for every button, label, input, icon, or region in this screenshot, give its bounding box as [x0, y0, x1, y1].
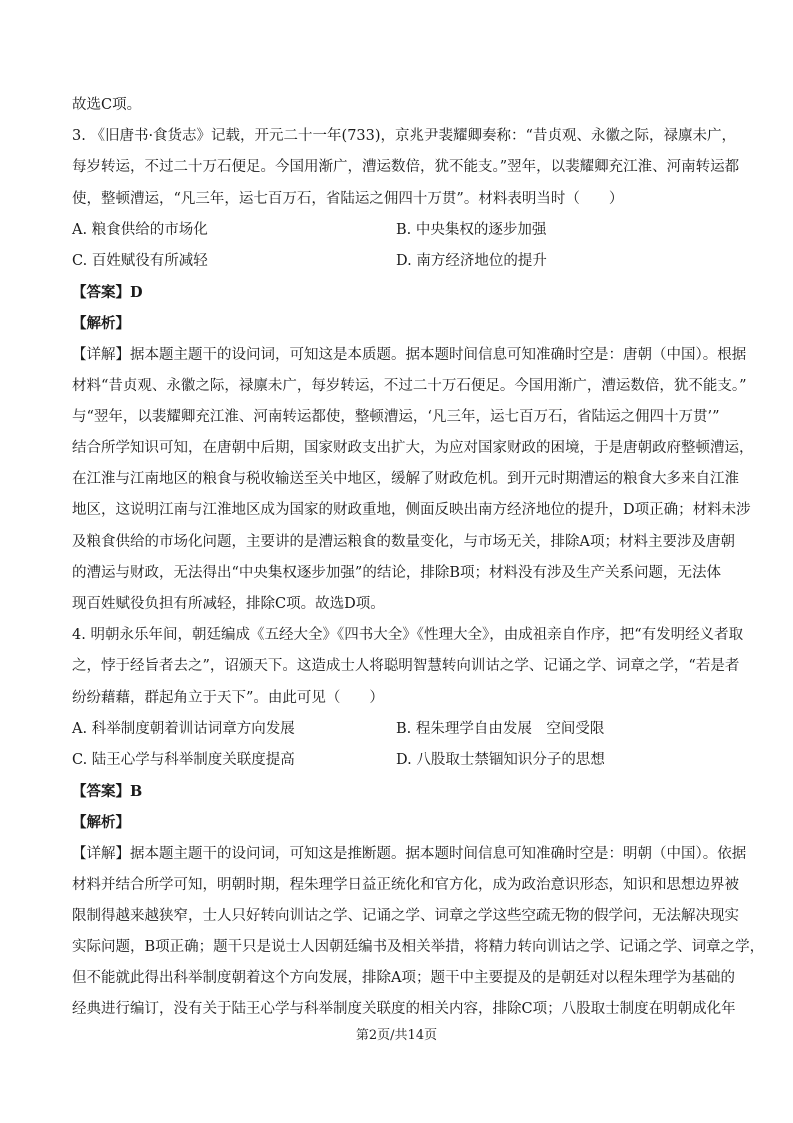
detail-line: 现百姓赋役负担有所减轻，排除C项。故选D项。 [72, 596, 385, 612]
question-stem-line: 每岁转运，不过二十万石便足。今国用渐广，漕运数倍，犹不能支。”翌年，以裴耀卿充江淮、河南转运都 [72, 159, 740, 176]
option-b: B. 中央集权的逐步加强 [396, 221, 547, 238]
option-row [72, 714, 732, 745]
detail-line: 【详解】据本题主题干的设问词，可知这是本质题。据本题时间信息可知准确时空是：唐朝（中国）。根据 [72, 346, 747, 363]
option-d: D. 八股取士禁锢知识分子的思想 [396, 751, 605, 768]
detail-line: 限制得越来越狭窄，士人只好转向训诂之学、记诵之学、词章之学这些空疏无物的假学问，无法解决现实 [72, 907, 739, 924]
answer-label: 【答案】B [72, 783, 143, 801]
question-stem-line: 3. 《旧唐书·食货志》记载，开元二十一年(733)，京兆尹裴耀卿奏称：“昔贞观、永徽之际，禄廪未广， [72, 128, 736, 145]
detail-line: 材料并结合所学可知，明朝时期，程朱理学日益正统化和官方化，成为政治意识形态，知识和思想边界被 [72, 876, 739, 893]
question-3 [72, 121, 754, 620]
detail-line: 的漕运与财政，无法得出“中央集权逐步加强”的结论，排除B项；材料没有涉及生产关系问题，无法体 [72, 564, 721, 581]
question-4 [72, 620, 765, 1025]
option-a: A. 科举制度朝着训诂词章方向发展 [72, 720, 295, 737]
detail-line: 经典进行编订，没有关于陆王心学与科举制度关联度的相关内容，排除C项；八股取士制度在明朝成化年 [72, 1001, 736, 1018]
document-body [72, 90, 765, 1026]
option-b: B. 程朱理学自由发展 空间受限 [396, 720, 605, 737]
detail-line: 地区，这说明江南与江淮地区成为国家的财政重地，侧面反映出南方经济地位的提升，D项正确；材料未涉 [72, 502, 751, 519]
question-stem-line: 之，悖于经旨者去之”，诏颁天下。这造成士人将聪明智慧转向训诂之学、记诵之学、词章之学，“若是者 [72, 658, 740, 675]
option-row [72, 246, 732, 277]
option-row [72, 215, 732, 246]
answer-label: 【答案】D [72, 284, 143, 302]
detail-line: 与“翌年，以裴耀卿充江淮、河南转运都使，整顿漕运，‘凡三年，运七百万石，省陆运之佣四十万贯’” [72, 408, 720, 425]
question-stem-line: 纷纷藉藉，群起角立于天下”。由此可见（ ） [72, 689, 384, 706]
analysis-label: 【解析】 [72, 315, 130, 333]
option-c: C. 百姓赋役有所减轻 [72, 252, 208, 269]
option-a: A. 粮食供给的市场化 [72, 221, 208, 238]
analysis-label: 【解析】 [72, 814, 130, 832]
option-row [72, 745, 732, 776]
text-line: 故选C项。 [72, 97, 142, 113]
question-stem-line: 4. 明朝永乐年间，朝廷编成《五经大全》《四书大全》《性理大全》，由成祖亲自作序，把“有发明经义者取 [72, 627, 744, 644]
detail-line: 实际问题，B项正确；题干只是说士人因朝廷编书及相关举措，将精力转向训诂之学、记诵之学、词章之学， [72, 939, 765, 956]
detail-line: 在江淮与江南地区的粮食与税收输送至关中地区，缓解了财政危机。到开元时期漕运的粮食大多来自江淮 [72, 471, 739, 488]
detail-line: 【详解】据本题主题干的设问词，可知这是推断题。据本题时间信息可知准确时空是：明朝（中国）。依据 [72, 845, 747, 862]
page-footer: 第2页/共14页 [355, 1028, 438, 1043]
detail-line: 材料“昔贞观、永徽之际，禄廪未广，每岁转运，不过二十万石便足。今国用渐广，漕运数倍，犹不能支。” [72, 377, 747, 394]
detail-line: 但不能就此得出科举制度朝着这个方向发展，排除A项；题干中主要提及的是朝廷对以程朱理学为基础的 [72, 970, 735, 987]
question-stem-line: 使，整顿漕运，“凡三年，运七百万石，省陆运之佣四十万贯”。材料表明当时（ ） [72, 190, 624, 207]
detail-line: 结合所学知识可知，在唐朝中后期，国家财政支出扩大，为应对国家财政的困境，于是唐朝政府整顿漕运， [72, 440, 754, 457]
detail-line: 及粮食供给的市场化问题，主要讲的是漕运粮食的数量变化，与市场无关，排除A项；材料主要涉及唐朝 [72, 533, 735, 550]
option-d: D. 南方经济地位的提升 [396, 252, 547, 269]
option-c: C. 陆王心学与科举制度关联度提高 [72, 751, 295, 768]
